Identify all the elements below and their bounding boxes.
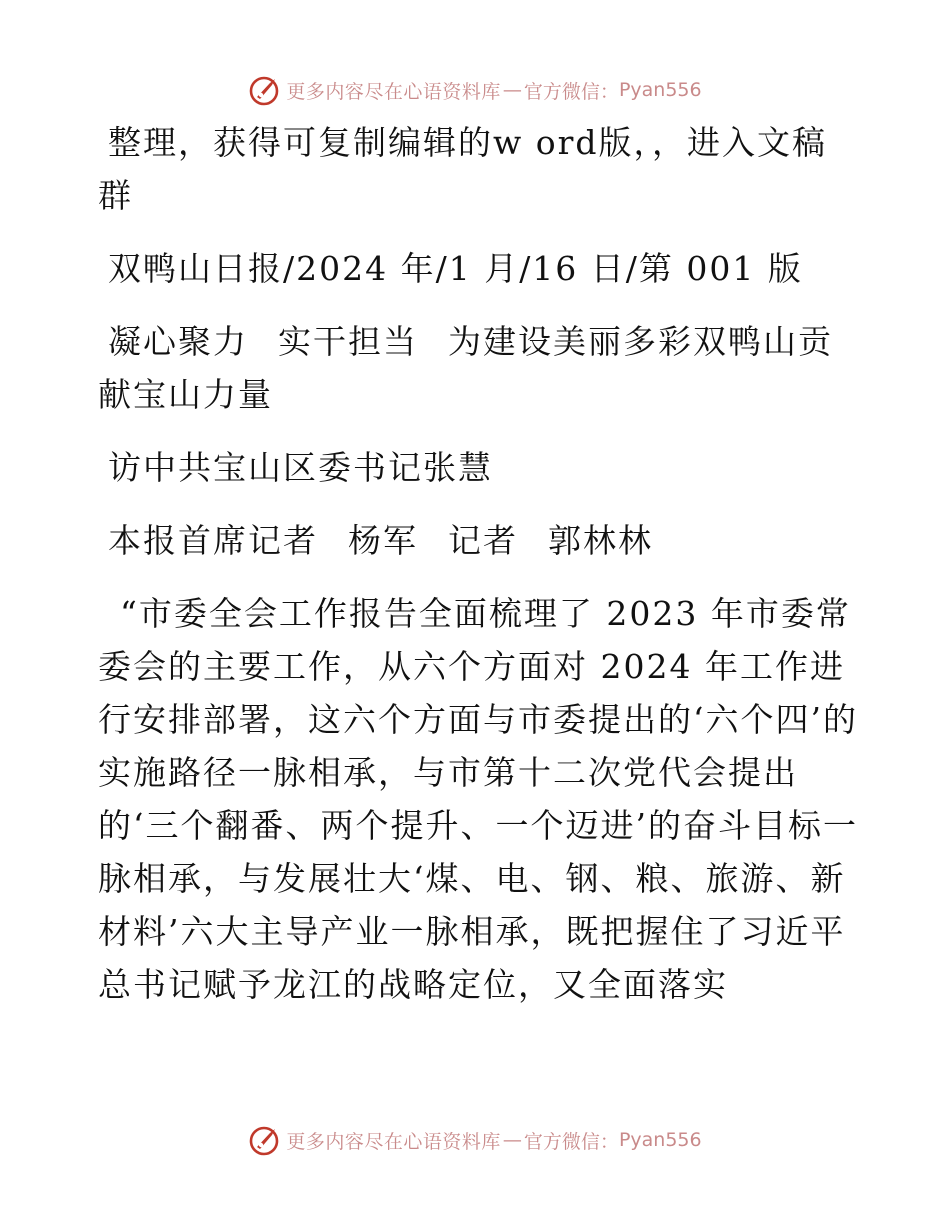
body-paragraph: “市委全会工作报告全面梳理了 2023 年市委常委会的主要工作，从六个方面对 2024 年工作进行安排部署，这六个方面与市委提出的‘六个四’的实施路径一脉相承，与市第十二次党代会提出的‘三个翻番、两个提升、一个迈进’的奋斗目标一脉相承，与发展壮大‘煤、电、钢、粮、旅游、新材料’六大主导产业一脉相承，既把握住了习近平总书记赋予龙江的战略定位，又全面落实 [98,594,858,1004]
headline [98,315,858,421]
banner-site-text: 更多内容尽在心语资料库 [286,80,501,103]
headline-part-3: 为建设美丽多彩双鸭山贡献宝山力量 [98,322,833,414]
document-body [98,116,858,1011]
source-line: 双鸭山日报/2024 年/1 月/16 日/第 001 版 [108,249,803,288]
intro-line: 整理，获得可复制编辑的w ord版，，进入文稿群 [98,123,828,215]
banner-wechat-label: 官方微信： [523,1130,619,1153]
header-banner [0,70,950,110]
banner-separator: — [502,1129,522,1151]
byline-name-1: 杨军 [348,521,418,560]
pen-nib-logo-icon [248,1123,282,1157]
banner-wechat-label: 官方微信： [523,80,619,103]
banner-separator: — [502,79,522,101]
byline-role-reporter: 记者 [448,521,518,560]
subtitle: 访中共宝山区委书记张慧 [108,448,493,487]
banner-site-text: 更多内容尽在心语资料库 [286,1130,501,1153]
byline-name-2: 郭林林 [548,521,653,560]
headline-part-2: 实干担当 [278,322,418,361]
footer-banner [0,1120,950,1160]
pen-nib-logo-icon [248,73,282,107]
banner-account: Pyan556 [618,79,702,101]
headline-part-1: 凝心聚力 [108,322,248,361]
byline-role-chief: 本报首席记者 [108,521,318,560]
byline [98,514,858,567]
banner-account: Pyan556 [618,1129,702,1151]
